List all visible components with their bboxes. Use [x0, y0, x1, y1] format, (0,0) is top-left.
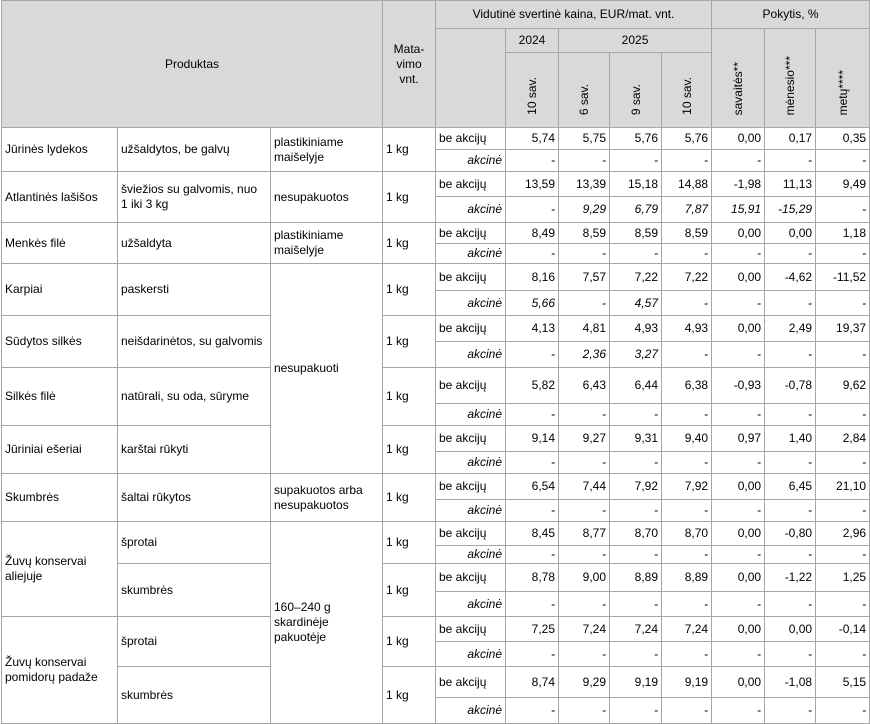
price-cell: 9,29	[559, 667, 610, 698]
price-cell: 7,44	[559, 474, 610, 500]
product-unit: 1 kg	[383, 316, 436, 368]
price-type: be akcijų	[436, 223, 506, 244]
change-cell: 21,10	[816, 474, 870, 500]
price-cell: -	[506, 452, 559, 474]
change-cell: -	[765, 452, 816, 474]
price-cell: -	[610, 452, 662, 474]
change-cell: 0,00	[765, 223, 816, 244]
price-cell: -	[610, 546, 662, 564]
price-cell: 7,24	[610, 617, 662, 642]
price-cell: -	[662, 291, 712, 316]
change-cell: -	[712, 404, 765, 426]
product-unit: 1 kg	[383, 426, 436, 474]
product-name: Sūdytos silkės	[2, 316, 118, 368]
price-cell: -	[506, 197, 559, 223]
price-type: be akcijų	[436, 522, 506, 546]
price-cell: 5,74	[506, 128, 559, 150]
change-cell: -	[816, 197, 870, 223]
price-cell: 8,77	[559, 522, 610, 546]
price-type: akcinė	[436, 342, 506, 368]
change-cell: 2,49	[765, 316, 816, 342]
price-cell: 2,36	[559, 342, 610, 368]
price-cell: 6,43	[559, 368, 610, 404]
header-change: Pokytis, %	[712, 1, 870, 29]
price-cell: -	[506, 244, 559, 264]
product-unit: 1 kg	[383, 522, 436, 564]
price-cell: -	[559, 642, 610, 667]
product-desc: skumbrės	[118, 667, 271, 724]
price-cell: -	[610, 698, 662, 724]
price-type: akcinė	[436, 698, 506, 724]
price-cell: -	[662, 698, 712, 724]
price-cell: -	[559, 698, 610, 724]
price-cell: 8,59	[610, 223, 662, 244]
change-cell: -	[712, 452, 765, 474]
price-cell: 6,54	[506, 474, 559, 500]
price-type: akcinė	[436, 546, 506, 564]
price-cell: -	[506, 150, 559, 172]
price-cell: -	[559, 452, 610, 474]
product-desc: karštai rūkyti	[118, 426, 271, 474]
price-cell: 8,89	[610, 564, 662, 592]
change-cell: 0,00	[712, 667, 765, 698]
price-cell: -	[610, 642, 662, 667]
product-desc: paskersti	[118, 264, 271, 316]
product-desc: šprotai	[118, 617, 271, 667]
change-cell: -	[765, 698, 816, 724]
product-name: Karpiai	[2, 264, 118, 316]
price-cell: -	[662, 244, 712, 264]
product-desc: užšaldytos, be galvų	[118, 128, 271, 172]
price-cell: -	[662, 342, 712, 368]
price-cell: 7,92	[610, 474, 662, 500]
price-cell: -	[662, 546, 712, 564]
product-pack: plastikiniame maišelyje	[271, 128, 383, 172]
change-cell: -	[765, 592, 816, 617]
product-unit: 1 kg	[383, 474, 436, 522]
product-desc: neišdarinėtos, su galvomis	[118, 316, 271, 368]
table-row	[2, 368, 870, 404]
price-cell: 15,18	[610, 172, 662, 197]
change-cell: -11,52	[816, 264, 870, 291]
price-cell: -	[610, 244, 662, 264]
change-cell: -	[712, 150, 765, 172]
price-cell: 9,27	[559, 426, 610, 452]
change-cell: -	[765, 244, 816, 264]
change-cell: -	[816, 150, 870, 172]
header-year-2025: 2025	[559, 29, 712, 53]
change-cell: 1,25	[816, 564, 870, 592]
product-desc: šaltai rūkytos	[118, 474, 271, 522]
product-desc: natūrali, su oda, sūryme	[118, 368, 271, 426]
price-cell: -	[506, 342, 559, 368]
price-cell: 8,45	[506, 522, 559, 546]
product-unit: 1 kg	[383, 264, 436, 316]
change-cell: 0,97	[712, 426, 765, 452]
product-unit: 1 kg	[383, 667, 436, 724]
change-cell: -	[816, 500, 870, 522]
product-unit: 1 kg	[383, 368, 436, 426]
change-cell: -0,14	[816, 617, 870, 642]
price-cell: 9,00	[559, 564, 610, 592]
price-type: be akcijų	[436, 474, 506, 500]
price-cell: -	[610, 150, 662, 172]
change-cell: -	[765, 500, 816, 522]
price-cell: 7,25	[506, 617, 559, 642]
price-type: be akcijų	[436, 564, 506, 592]
change-cell: -	[712, 244, 765, 264]
price-cell: 8,70	[662, 522, 712, 546]
price-cell: -	[559, 244, 610, 264]
header-product: Produktas	[2, 1, 383, 128]
price-cell: 3,27	[610, 342, 662, 368]
table-row	[2, 172, 870, 197]
table-row	[2, 522, 870, 546]
price-cell: -	[610, 404, 662, 426]
change-cell: 0,35	[816, 128, 870, 150]
product-unit: 1 kg	[383, 617, 436, 667]
price-type: be akcijų	[436, 316, 506, 342]
price-cell: 8,59	[662, 223, 712, 244]
change-cell: -	[712, 546, 765, 564]
price-cell: 8,89	[662, 564, 712, 592]
price-cell: -	[506, 592, 559, 617]
price-cell: 9,40	[662, 426, 712, 452]
change-cell: -	[712, 698, 765, 724]
table-row	[2, 474, 870, 500]
price-type: akcinė	[436, 500, 506, 522]
change-cell: 0,00	[712, 564, 765, 592]
change-cell: -	[816, 592, 870, 617]
change-cell: -1,22	[765, 564, 816, 592]
price-type: akcinė	[436, 404, 506, 426]
table-row	[2, 316, 870, 342]
price-cell: -	[559, 404, 610, 426]
price-cell: 4,93	[662, 316, 712, 342]
change-cell: -	[712, 342, 765, 368]
price-cell: 8,16	[506, 264, 559, 291]
price-type: be akcijų	[436, 264, 506, 291]
price-cell: -	[559, 500, 610, 522]
header-change-week: savaitės**	[712, 29, 765, 128]
price-type: be akcijų	[436, 617, 506, 642]
change-cell: 0,17	[765, 128, 816, 150]
price-cell: 14,88	[662, 172, 712, 197]
product-name: Žuvų konservai aliejuje	[2, 522, 118, 617]
product-name: Žuvų konservai pomidorų padaže	[2, 617, 118, 724]
product-pack: nesupakuoti	[271, 264, 383, 474]
product-name: Atlantinės lašišos	[2, 172, 118, 223]
price-cell: -	[506, 404, 559, 426]
header-week: 9 sav.	[610, 53, 662, 128]
price-cell: 6,38	[662, 368, 712, 404]
price-cell: 8,59	[559, 223, 610, 244]
change-cell: 9,49	[816, 172, 870, 197]
product-name: Menkės filė	[2, 223, 118, 264]
change-cell: 2,84	[816, 426, 870, 452]
price-cell: 5,82	[506, 368, 559, 404]
change-cell: 5,15	[816, 667, 870, 698]
header-blank	[436, 29, 506, 128]
table-row	[2, 564, 870, 592]
change-cell: 1,40	[765, 426, 816, 452]
change-cell: -	[816, 642, 870, 667]
price-type: be akcijų	[436, 368, 506, 404]
change-cell: 0,00	[712, 617, 765, 642]
price-cell: 4,93	[610, 316, 662, 342]
price-cell: 7,57	[559, 264, 610, 291]
price-cell: 4,81	[559, 316, 610, 342]
change-cell: 0,00	[712, 223, 765, 244]
change-cell: -4,62	[765, 264, 816, 291]
price-type: akcinė	[436, 197, 506, 223]
change-cell: -1,98	[712, 172, 765, 197]
product-name: Jūriniai ešeriai	[2, 426, 118, 474]
price-cell: -	[506, 546, 559, 564]
product-unit: 1 kg	[383, 564, 436, 617]
change-cell: 0,00	[712, 522, 765, 546]
change-cell: -0,80	[765, 522, 816, 546]
price-cell: 6,79	[610, 197, 662, 223]
change-cell: 11,13	[765, 172, 816, 197]
header-change-month: mėnesio***	[765, 29, 816, 128]
price-cell: 7,87	[662, 197, 712, 223]
change-cell: -	[712, 642, 765, 667]
change-cell: -	[765, 642, 816, 667]
change-cell: -	[765, 404, 816, 426]
product-pack: supakuotos arba nesupakuotos	[271, 474, 383, 522]
header-week: 10 sav.	[506, 53, 559, 128]
price-cell: 8,70	[610, 522, 662, 546]
product-name: Silkės filė	[2, 368, 118, 426]
price-cell: -	[559, 291, 610, 316]
price-cell: -	[662, 592, 712, 617]
price-cell: -	[610, 592, 662, 617]
price-type: be akcijų	[436, 426, 506, 452]
price-cell: -	[662, 150, 712, 172]
change-cell: 1,18	[816, 223, 870, 244]
change-cell: -1,08	[765, 667, 816, 698]
price-cell: 9,29	[559, 197, 610, 223]
change-cell: -	[712, 592, 765, 617]
table-row	[2, 223, 870, 244]
product-desc: šprotai	[118, 522, 271, 564]
header-year-2024: 2024	[506, 29, 559, 53]
product-unit: 1 kg	[383, 172, 436, 223]
price-cell: 7,24	[662, 617, 712, 642]
price-type: akcinė	[436, 150, 506, 172]
price-cell: 5,75	[559, 128, 610, 150]
change-cell: -0,78	[765, 368, 816, 404]
change-cell: 6,45	[765, 474, 816, 500]
product-desc: šviežios su galvomis, nuo 1 iki 3 kg	[118, 172, 271, 223]
price-cell: 8,49	[506, 223, 559, 244]
change-cell: -	[816, 244, 870, 264]
price-cell: 7,22	[610, 264, 662, 291]
product-pack: nesupakuotos	[271, 172, 383, 223]
price-type: akcinė	[436, 452, 506, 474]
price-cell: 4,57	[610, 291, 662, 316]
change-cell: -	[816, 698, 870, 724]
price-cell: 6,44	[610, 368, 662, 404]
change-cell: -	[816, 546, 870, 564]
table-row	[2, 667, 870, 698]
price-type: akcinė	[436, 592, 506, 617]
price-type: be akcijų	[436, 128, 506, 150]
price-cell: 5,66	[506, 291, 559, 316]
price-cell: 8,74	[506, 667, 559, 698]
change-cell: 0,00	[712, 316, 765, 342]
change-cell: -	[765, 342, 816, 368]
change-cell: -	[816, 404, 870, 426]
change-cell: 15,91	[712, 197, 765, 223]
product-name: Skumbrės	[2, 474, 118, 522]
price-cell: -	[610, 500, 662, 522]
change-cell: -	[765, 546, 816, 564]
price-cell: -	[506, 698, 559, 724]
price-type: be akcijų	[436, 667, 506, 698]
change-cell: 0,00	[712, 474, 765, 500]
price-type: be akcijų	[436, 172, 506, 197]
change-cell: -15,29	[765, 197, 816, 223]
change-cell: 0,00	[712, 264, 765, 291]
fish-price-table	[1, 0, 870, 724]
price-type: akcinė	[436, 291, 506, 316]
price-cell: 5,76	[662, 128, 712, 150]
header-avg-price: Vidutinė svertinė kaina, EUR/mat. vnt.	[436, 1, 712, 29]
price-cell: 9,31	[610, 426, 662, 452]
product-pack: 160–240 g skardinėje pakuotėje	[271, 522, 383, 724]
change-cell: -	[712, 291, 765, 316]
price-cell: 9,19	[610, 667, 662, 698]
change-cell: 0,00	[765, 617, 816, 642]
price-cell: 13,59	[506, 172, 559, 197]
price-cell: 9,19	[662, 667, 712, 698]
header-change-year: metų****	[816, 29, 870, 128]
price-cell: -	[559, 150, 610, 172]
price-cell: -	[506, 500, 559, 522]
change-cell: -	[816, 291, 870, 316]
change-cell: -	[816, 452, 870, 474]
price-cell: -	[662, 500, 712, 522]
change-cell: -0,93	[712, 368, 765, 404]
price-cell: 13,39	[559, 172, 610, 197]
product-name: Jūrinės lydekos	[2, 128, 118, 172]
price-cell: 5,76	[610, 128, 662, 150]
price-cell: 7,22	[662, 264, 712, 291]
change-cell: 0,00	[712, 128, 765, 150]
header-week: 6 sav.	[559, 53, 610, 128]
change-cell: 19,37	[816, 316, 870, 342]
product-pack: plastikiniame maišelyje	[271, 223, 383, 264]
price-cell: 4,13	[506, 316, 559, 342]
price-cell: 9,14	[506, 426, 559, 452]
change-cell: -	[816, 342, 870, 368]
change-cell: 2,96	[816, 522, 870, 546]
change-cell: -	[712, 500, 765, 522]
product-desc: užšaldyta	[118, 223, 271, 264]
product-unit: 1 kg	[383, 128, 436, 172]
price-type: akcinė	[436, 244, 506, 264]
price-cell: -	[662, 452, 712, 474]
price-type: akcinė	[436, 642, 506, 667]
product-unit: 1 kg	[383, 223, 436, 264]
header-unit: Mata-vimo vnt.	[383, 1, 436, 128]
price-cell: 7,24	[559, 617, 610, 642]
price-cell: -	[506, 642, 559, 667]
table-row	[2, 264, 870, 291]
price-cell: -	[662, 404, 712, 426]
price-cell: -	[559, 546, 610, 564]
change-cell: -	[765, 150, 816, 172]
change-cell: -	[765, 291, 816, 316]
price-cell: 8,78	[506, 564, 559, 592]
product-desc: skumbrės	[118, 564, 271, 617]
table-row	[2, 617, 870, 642]
change-cell: 9,62	[816, 368, 870, 404]
header-week: 10 sav.	[662, 53, 712, 128]
price-cell: -	[559, 592, 610, 617]
price-cell: -	[662, 642, 712, 667]
price-cell: 7,92	[662, 474, 712, 500]
table-row	[2, 128, 870, 150]
table-row	[2, 426, 870, 452]
